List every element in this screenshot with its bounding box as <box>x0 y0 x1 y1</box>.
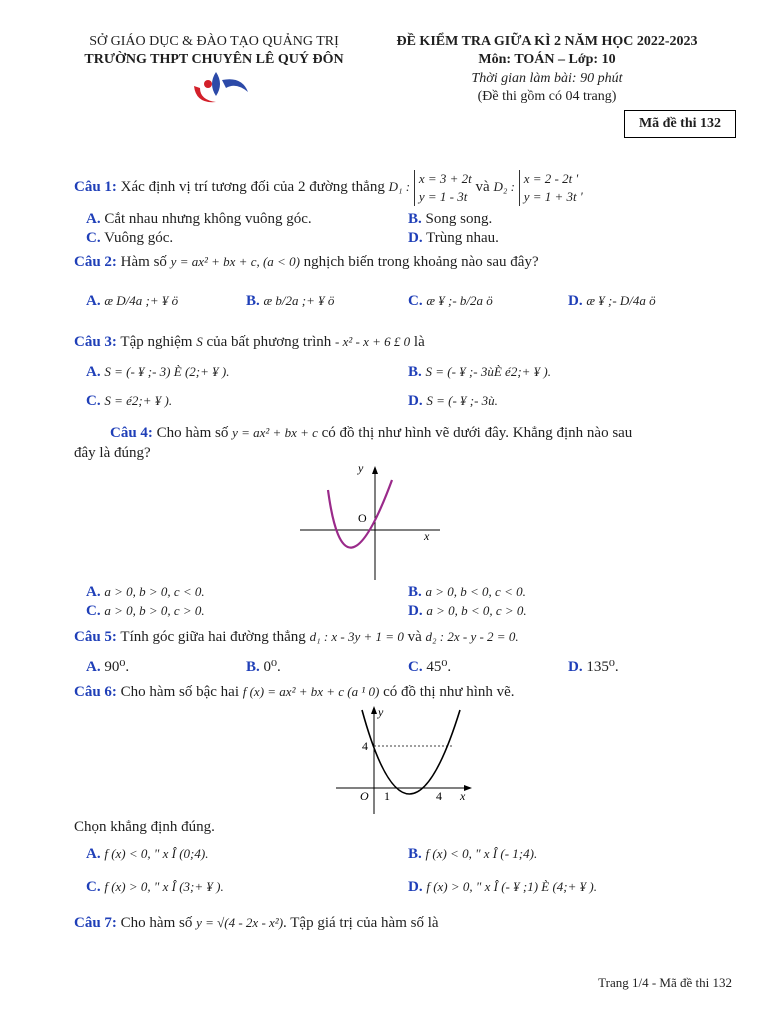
q6-option-d[interactable]: D. f (x) > 0, " x Î (- ¥ ;1) È (4;+ ¥ ). <box>408 879 597 895</box>
q2-option-b[interactable]: B. æ b/2a ;+ ¥ ö <box>246 293 335 309</box>
exam-title: ĐỀ KIỂM TRA GIỮA KÌ 2 NĂM HỌC 2022-2023 <box>396 34 698 49</box>
choose-statement: Chọn khẳng định đúng. <box>74 819 215 835</box>
q4-parabola-graph <box>300 462 450 587</box>
tick-4-y: 4 <box>362 739 368 753</box>
q4-option-a[interactable]: A. a > 0, b > 0, c < 0. <box>86 584 205 600</box>
q3-option-d[interactable]: D. S = (- ¥ ;- 3ù. <box>408 393 498 409</box>
y-label: y <box>358 462 364 475</box>
origin-label: O <box>360 789 369 803</box>
q6-option-a[interactable]: A. f (x) < 0, " x Î (0;4). <box>86 846 209 862</box>
q3-option-c[interactable]: C. S = é2;+ ¥ ). <box>86 393 173 409</box>
question-1 <box>74 167 583 207</box>
x-label: x <box>424 529 430 543</box>
y-axis-arrow <box>371 706 377 714</box>
q4-option-b[interactable]: B. a > 0, b < 0, c < 0. <box>408 584 526 600</box>
school-name: TRƯỜNG THPT CHUYÊN LÊ QUÝ ĐÔN <box>84 52 344 67</box>
q3-inequality: - x² - x + 6 £ 0 <box>335 334 411 349</box>
q5-option-c[interactable]: C. 45⁰. <box>408 659 452 675</box>
q6-option-b[interactable]: B. f (x) < 0, " x Î (- 1;4). <box>408 846 538 862</box>
question-7: Câu 7: Cho hàm số y = √(4 - 2x - x²). Tập giá trị của hàm số là <box>74 915 439 931</box>
line-d2-label: D₂ : <box>493 179 515 194</box>
q1-option-b[interactable]: B. Song song. <box>408 211 493 227</box>
origin-label: O <box>358 511 367 525</box>
page-footer: Trang 1/4 - Mã đề thi 132 <box>598 975 732 990</box>
q2-option-c[interactable]: C. æ ¥ ;- b/2a ö <box>408 293 493 309</box>
question-5: Câu 5: Tính góc giữa hai đường thẳng d₁ : x - 3y + 1 = 0 và d₂ : 2x - y - 2 = 0. <box>74 629 519 645</box>
question-2: Câu 2: Hàm số y = ax² + bx + c, (a < 0) nghịch biến trong khoảng nào sau đây? <box>74 254 539 270</box>
y-axis-arrow <box>372 466 378 474</box>
q4-option-d[interactable]: D. a > 0, b < 0, c > 0. <box>408 603 527 619</box>
q4-option-c[interactable]: C. a > 0, b > 0, c > 0. <box>86 603 205 619</box>
q2-option-d[interactable]: D. æ ¥ ;- D/4a ö <box>568 293 656 309</box>
q5-option-d[interactable]: D. 135⁰. <box>568 659 619 675</box>
tick-1: 1 <box>384 789 390 803</box>
question-4: Câu 4: Cho hàm số y = ax² + bx + c có đồ thị như hình vẽ dưới đây. Khẳng định nào sau <box>110 425 633 441</box>
q6-option-c[interactable]: C. f (x) > 0, " x Î (3;+ ¥ ). <box>86 879 224 895</box>
subject-line: Môn: TOÁN – Lớp: 10 <box>478 52 616 67</box>
line-d2-system: x = 2 - 2t ' y = 1 + 3t ' <box>519 170 583 206</box>
page-count: (Đề thi gồm có 04 trang) <box>477 89 617 104</box>
department-name: SỞ GIÁO DỤC & ĐÀO TẠO QUẢNG TRỊ <box>89 34 339 49</box>
exam-code-box: Mã đề thi 132 <box>624 110 736 138</box>
exam-time: Thời gian làm bài: 90 phút <box>471 71 623 86</box>
y-label: y <box>378 705 384 719</box>
school-logo <box>186 66 252 111</box>
q2-formula: y = ax² + bx + c <box>170 254 257 269</box>
and-word: và <box>475 179 490 195</box>
q6-parabola-graph <box>332 702 477 821</box>
question-4-cont: đây là đúng? <box>74 445 151 461</box>
question-label: Câu 1: <box>74 179 117 195</box>
q1-option-c[interactable]: C. Vuông góc. <box>86 230 174 246</box>
question-3: Câu 3: Tập nghiệm S của bất phương trình - x² - x + 6 £ 0 là <box>74 334 425 350</box>
q5-option-a[interactable]: A. 90⁰. <box>86 659 130 675</box>
q1-option-d[interactable]: D. Trùng nhau. <box>408 230 499 246</box>
q3-option-a[interactable]: A. S = (- ¥ ;- 3) È (2;+ ¥ ). <box>86 364 230 380</box>
q2-option-a[interactable]: A. æ D/4a ;+ ¥ ö <box>86 293 179 309</box>
question-6: Câu 6: Cho hàm số bậc hai f (x) = ax² + bx + c (a ¹ 0) có đồ thị như hình vẽ. <box>74 684 515 700</box>
tick-4-x: 4 <box>436 789 442 803</box>
x-label: x <box>460 789 466 803</box>
q3-option-b[interactable]: B. S = (- ¥ ;- 3ùÈ é2;+ ¥ ). <box>408 364 551 380</box>
parabola-curve <box>362 710 460 794</box>
q1-option-a[interactable]: A. Cắt nhau nhưng không vuông góc. <box>86 211 312 227</box>
question-text: Xác định vị trí tương đối của 2 đường thẳng <box>120 179 385 195</box>
q5-option-b[interactable]: B. 0⁰. <box>246 659 281 675</box>
line-d1-label: D₁ : <box>388 179 411 194</box>
line-d1-system: x = 3 + 2t y = 1 - 3t <box>414 170 472 206</box>
